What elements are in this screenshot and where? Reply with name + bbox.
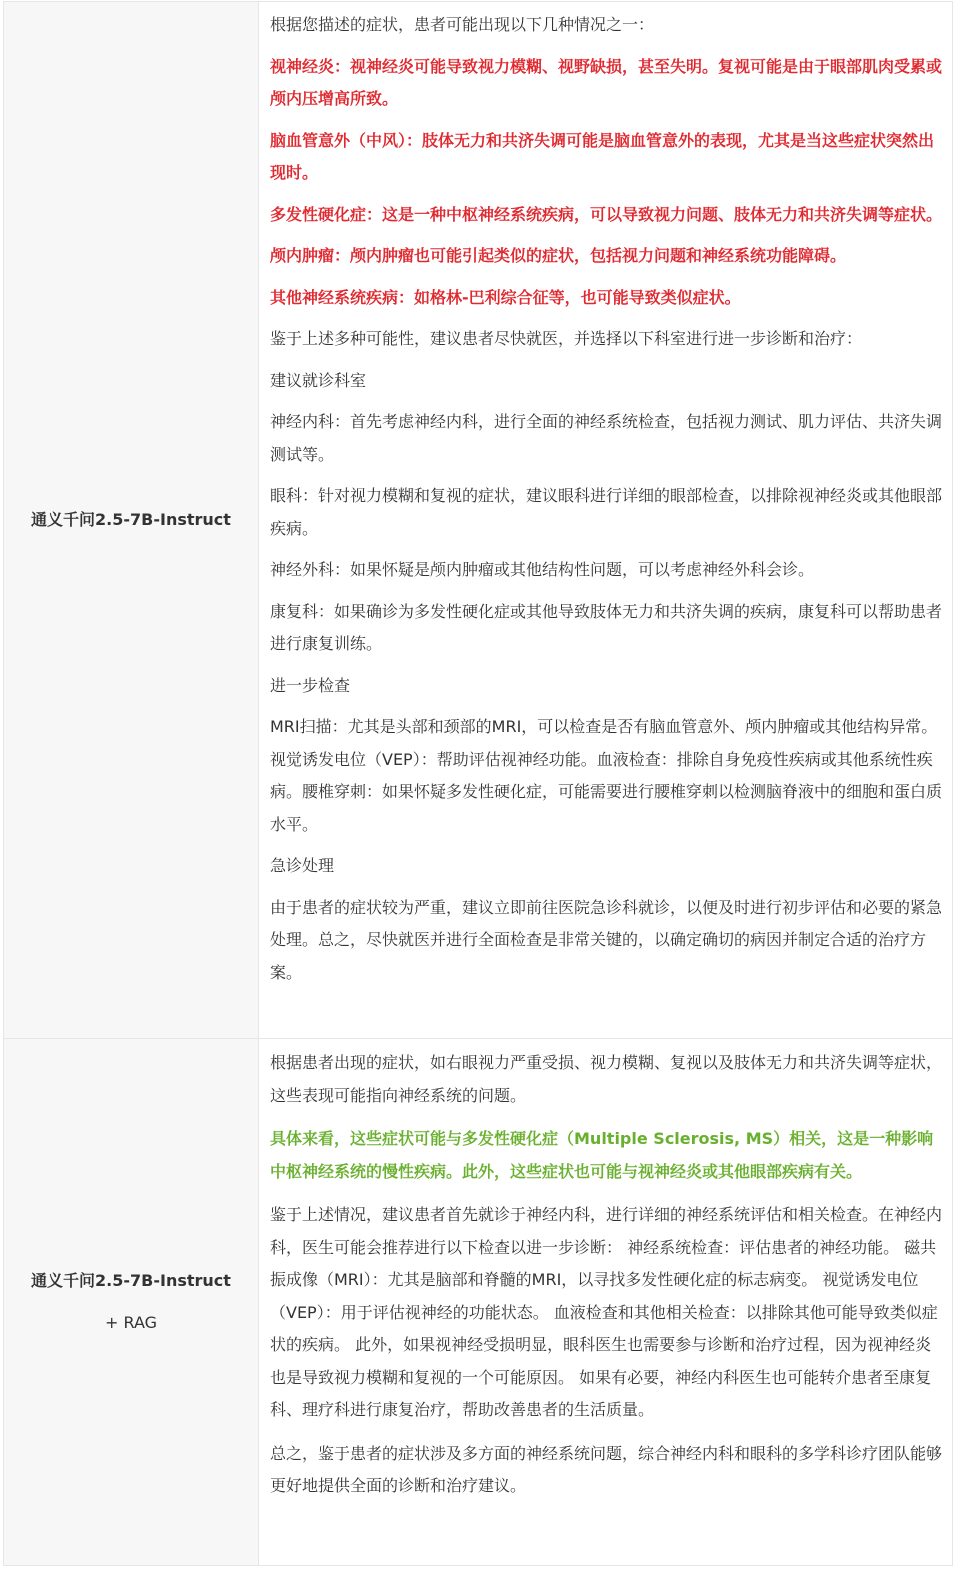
response-paragraph: 鉴于上述情况，建议患者首先就诊于神经内科，进行详细的神经系统评估和相关检查。在神经内科，医生可能会推荐进行以下检查以进一步诊断： 神经系统检查：评估患者的神经功能。 磁共振成像（MRI）：尤其是脑部和脊髓的MRI，以寻找多发性硬化症的标志病变。 视觉诱发电位（VEP）：用于评估视神经的功能状态。 血液检查和其他相关检查：以排除其他可能导致类似症状的疾病。 此外，如果视神经受损明显，眼科医生也需要参与诊断和治疗过程，因为视神经炎也是导致视力模糊和复视的一个可能原因。 如果有必要，神经内科医生也可能转介患者至康复科、理疗科进行康复治疗，帮助改善患者的生活质量。	[270, 1205, 943, 1419]
model-variant: + RAG	[104, 1313, 158, 1332]
highlight-paragraph: 多发性硬化症：这是一种中枢神经系统疾病，可以导致视力问题、肢体无力和共济失调等症状。	[270, 204, 943, 224]
table-row	[4, 1039, 953, 1566]
model-label-cell	[4, 2, 259, 1039]
response-paragraph: 康复科：如果确诊为多发性硬化症或其他导致肢体无力和共济失调的疾病，康复科可以帮助患者进行康复训练。	[270, 601, 943, 653]
response-paragraph: 根据患者出现的症状，如右眼视力严重受损、视力模糊、复视以及肢体无力和共济失调等症状，这些表现可能指向神经系统的问题。	[270, 1053, 943, 1105]
comparison-table	[3, 1, 953, 1566]
table-row	[4, 2, 953, 1039]
response-paragraph: 神经外科：如果怀疑是颅内肿瘤或其他结构性问题，可以考虑神经外科会诊。	[270, 560, 815, 579]
response-cell	[259, 2, 953, 1039]
response-paragraph: 总之，鉴于患者的症状涉及多方面的神经系统问题，综合神经内科和眼科的多学科诊疗团队能够更好地提供全面的诊断和治疗建议。	[270, 1443, 943, 1495]
response-cell	[259, 1039, 953, 1566]
response-paragraph: 根据您描述的症状，患者可能出现以下几种情况之一：	[270, 15, 655, 34]
highlight-paragraph: 具体来看，这些症状可能与多发性硬化症（Multiple Sclerosis, MS）相关，这是一种影响中枢神经系统的慢性疾病。此外，这些症状也可能与视神经炎或其他眼部疾病有关。	[270, 1129, 934, 1181]
model-label-cell	[4, 1039, 259, 1566]
response-paragraph: 由于患者的症状较为严重，建议立即前往医院急诊科就诊，以便及时进行初步评估和必要的紧急处理。总之，尽快就医并进行全面检查是非常关键的，以确定确切的病因并制定合适的治疗方案。	[270, 897, 943, 982]
response-paragraph: 鉴于上述多种可能性，建议患者尽快就医，并选择以下科室进行进一步诊断和治疗：	[270, 329, 863, 348]
highlight-paragraph: 视神经炎：视神经炎可能导致视力模糊、视野缺损，甚至失明。复视可能是由于眼部肌肉受累或颅内压增高所致。	[270, 56, 943, 108]
highlight-paragraph: 颅内肿瘤：颅内肿瘤也可能引起类似的症状，包括视力问题和神经系统功能障碍。	[270, 246, 847, 265]
section-heading: 建议就诊科室	[270, 370, 367, 390]
model-name: 通义千问2.5-7B-Instruct	[31, 1271, 231, 1290]
section-heading: 进一步检查	[270, 675, 351, 695]
highlight-paragraph: 脑血管意外（中风）：肢体无力和共济失调可能是脑血管意外的表现，尤其是当这些症状突然出现时。	[270, 130, 935, 182]
model-name: 通义千问2.5-7B-Instruct	[31, 510, 231, 529]
response-paragraph: 神经内科：首先考虑神经内科，进行全面的神经系统检查，包括视力测试、肌力评估、共济失调测试等。	[270, 412, 943, 464]
response-paragraph: 眼科：针对视力模糊和复视的症状，建议眼科进行详细的眼部检查，以排除视神经炎或其他眼部疾病。	[270, 486, 943, 538]
response-paragraph: MRI扫描：尤其是头部和颈部的MRI，可以检查是否有脑血管意外、颅内肿瘤或其他结构异常。视觉诱发电位（VEP）：帮助评估视神经功能。血液检查：排除自身免疫性疾病或其他系统性疾病。腰椎穿刺：如果怀疑多发性硬化症，可能需要进行腰椎穿刺以检测脑脊液中的细胞和蛋白质水平。	[270, 717, 943, 834]
highlight-paragraph: 其他神经系统疾病：如格林-巴利综合征等，也可能导致类似症状。	[270, 287, 741, 307]
section-heading: 急诊处理	[270, 856, 335, 875]
